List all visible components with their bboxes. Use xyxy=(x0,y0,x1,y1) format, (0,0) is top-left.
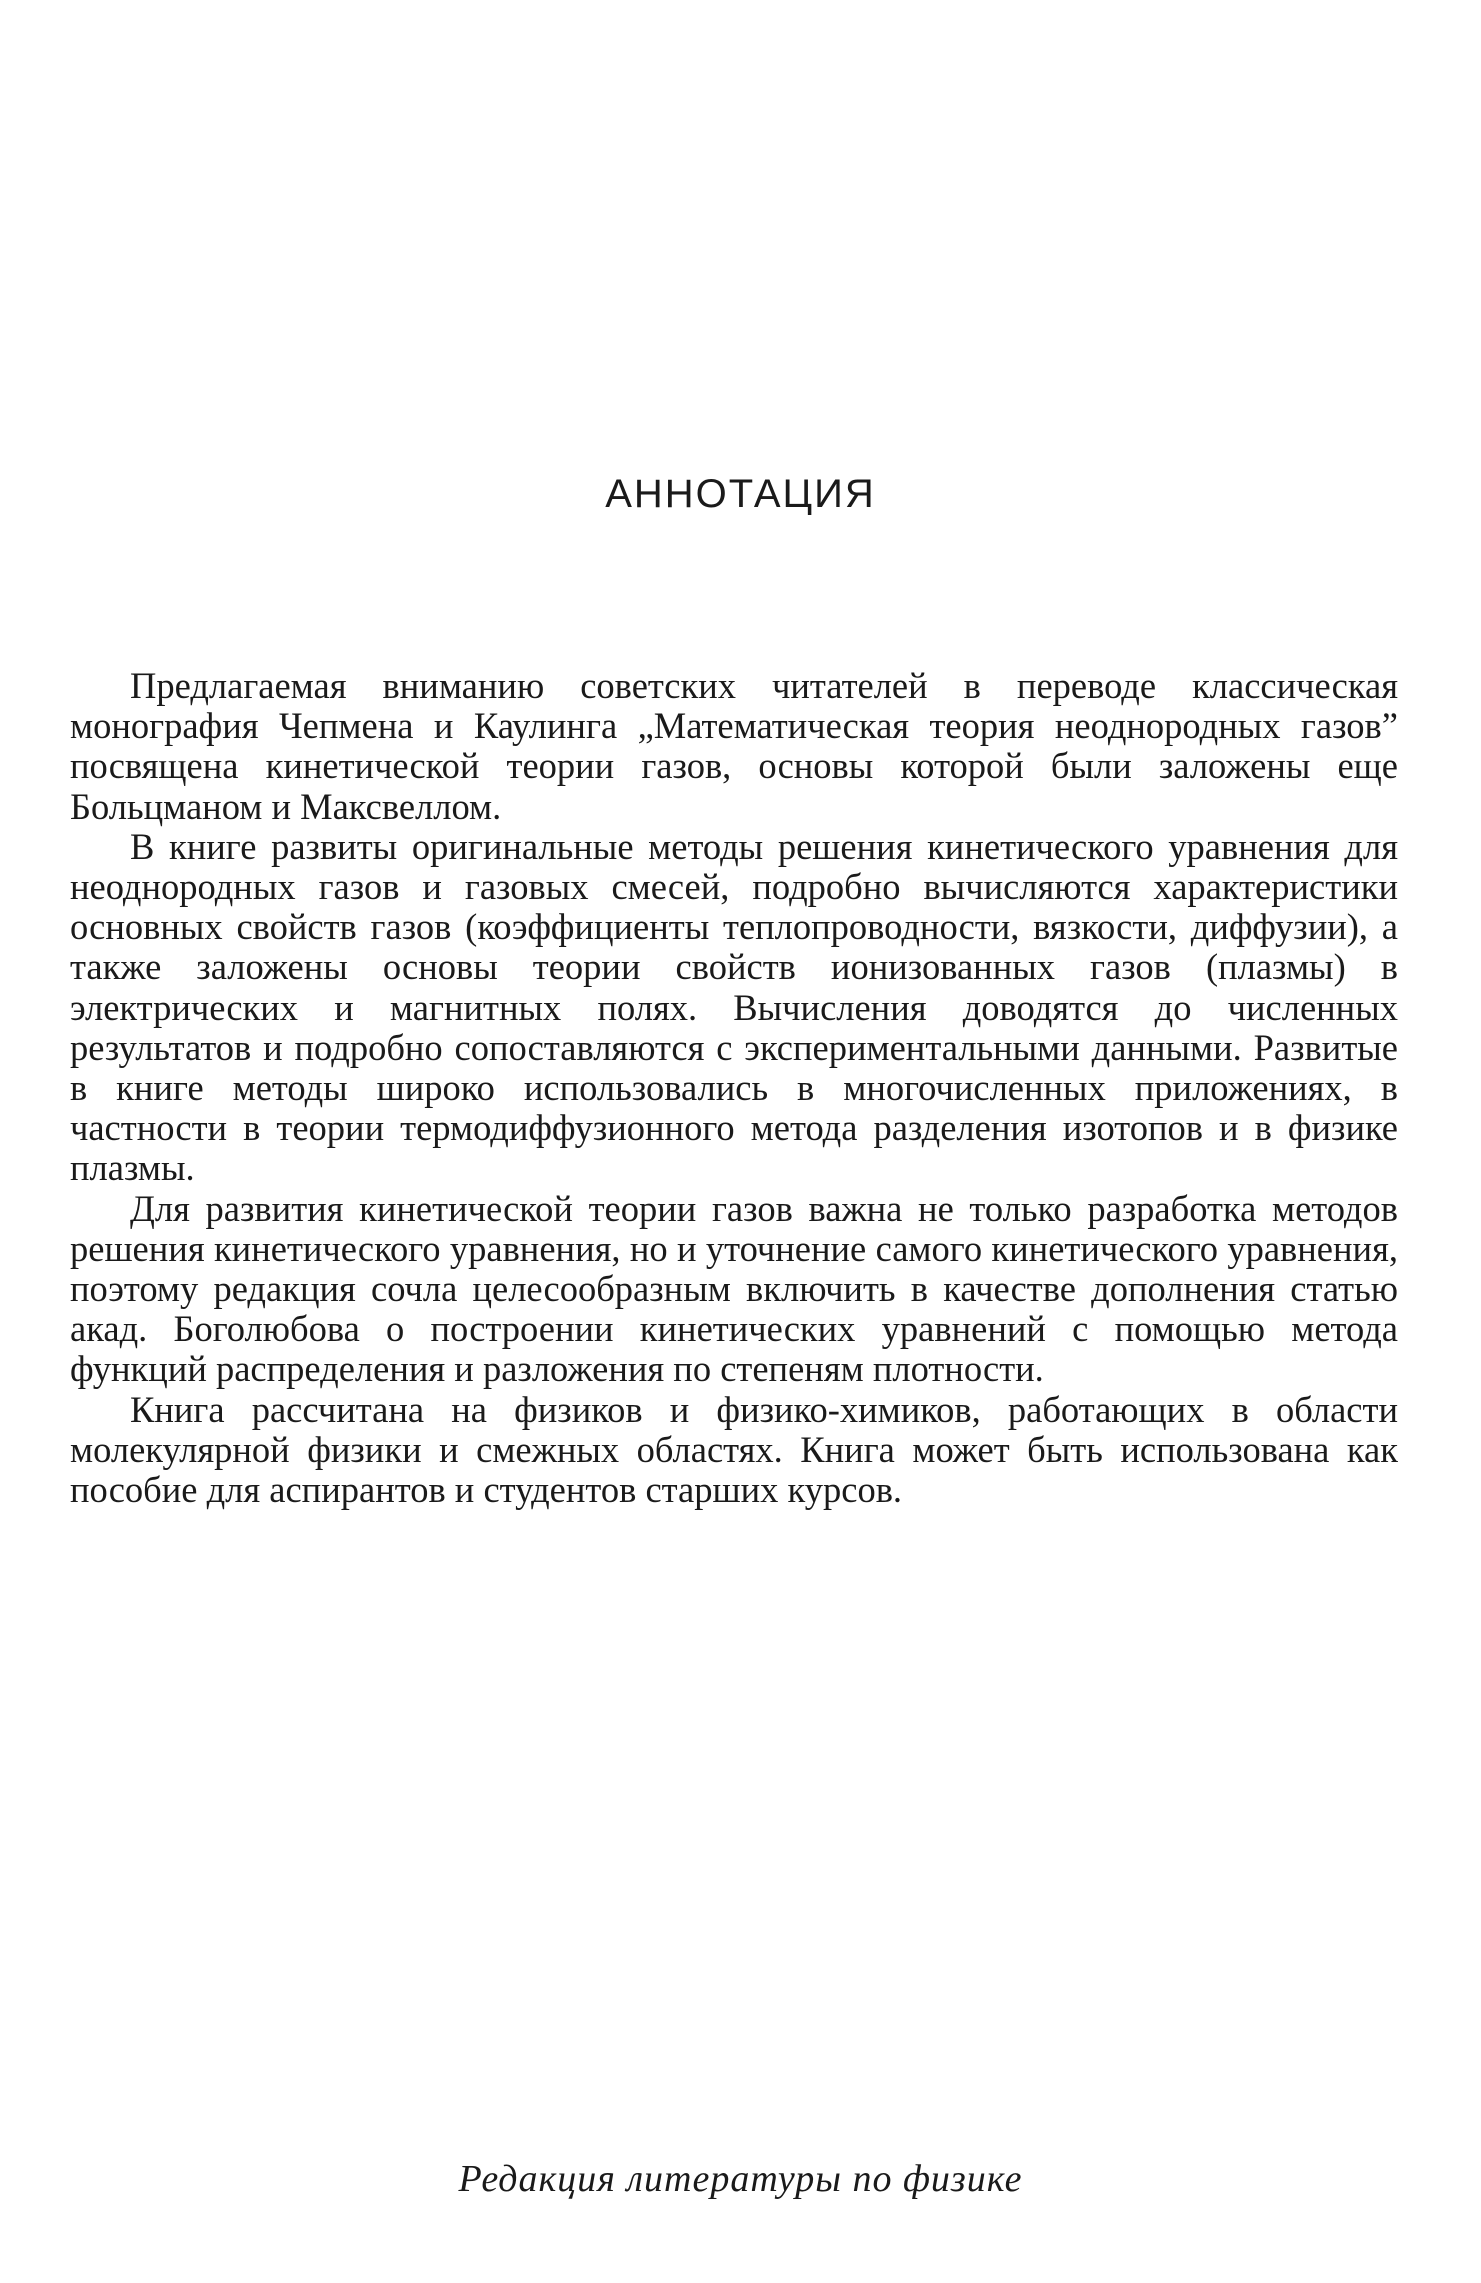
paragraph-2: В книге развиты оригинальные методы решения кинетического уравнения для неоднородных газов и газовых смесей, подробно вычисляются характеристики основных свойств газов (коэффициенты теплопроводности, вязкости, диффузии), а также заложены основы теории свойств ионизованных газов (плазмы) в электрических и магнитных полях. Вычисления доводятся до численных результатов и подробно сопоставляются с экспериментальными данными. Развитые в книге методы широко использовались в многочисленных приложениях, в частности в теории термодиффузионного метода разделения изотопов и в физике плазмы. xyxy=(70,825,1398,1189)
editorial-signature: Редакция литературы по физике xyxy=(458,2158,1023,2200)
paragraph-3: Для развития кинетической теории газов важна не только разработка методов решения кинетического уравнения, но и уточнение самого кинетического уравнения, поэтому редакция сочла целесообразным включить в качестве дополнения статью акад. Боголюбова о построении кинетических уравнений с помощью метода функций распределения и разложения по степеням плотности. xyxy=(70,1187,1398,1390)
annotation-body xyxy=(70,666,1398,1510)
page-title: АННОТАЦИЯ xyxy=(605,472,876,516)
paragraph-1: Предлагаемая вниманию советских читателей в переводе классическая монография Чепмена и Каулинга „Математическая теория неоднородных газов” посвящена кинетической теории газов, основы которой были заложены еще Больцманом и Максвеллом. xyxy=(70,665,1398,827)
paragraph-4: Книга рассчитана на физиков и физико-химиков, работающих в области молекулярной физики и смежных областях. Книга может быть использована как пособие для аспирантов и студентов старших курсов. xyxy=(70,1388,1398,1511)
